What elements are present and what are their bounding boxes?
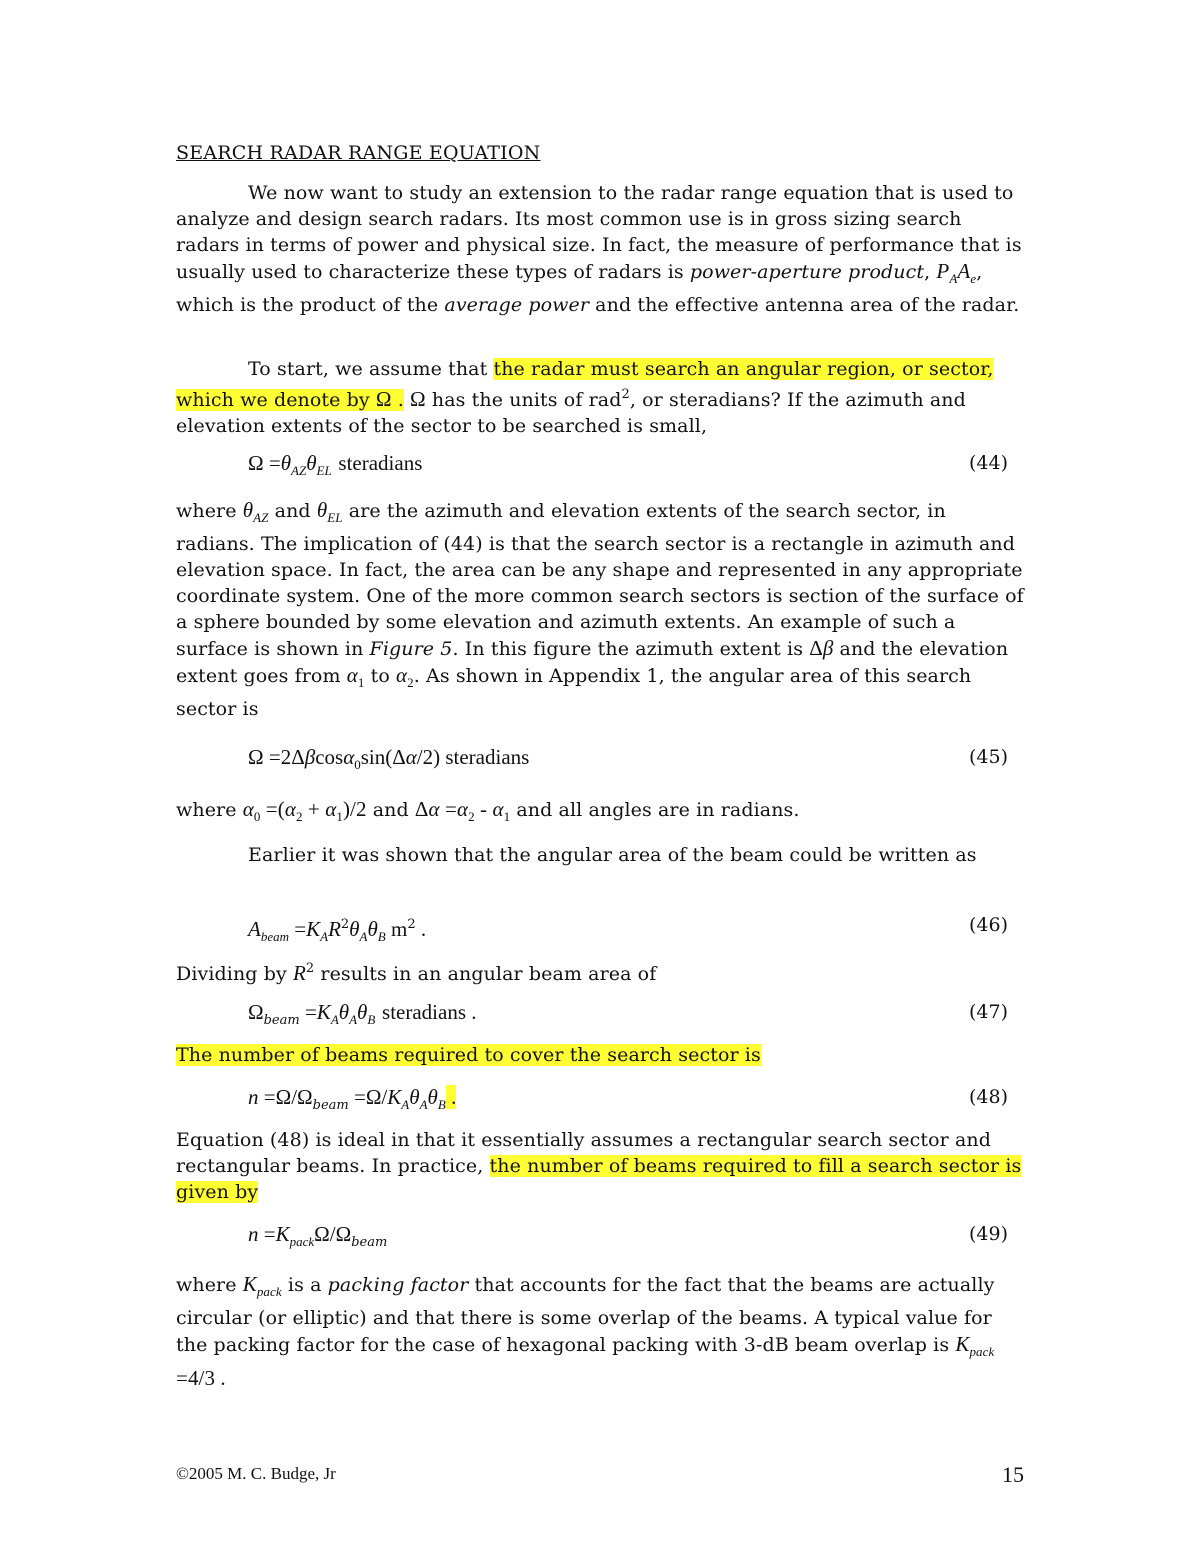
paragraph-sector: To start, we assume that the radar must search an angular region, or sector, which we denote by Ω . Ω has the units of rad$^2$, or steradians? If the azimuth and elevation extents of the sector to be searched is small, <box>176 358 994 437</box>
footer-copyright: ©2005 M. C. Budge, Jr <box>176 1464 336 1483</box>
p2-highlight: the radar must search an angular region, or sector, which we denote by Ω . <box>176 358 994 411</box>
eq47-number: (47) <box>968 1001 1008 1023</box>
paragraph-implication: where $\theta_{AZ}$ and $\theta_{EL}$ are the azimuth and elevation extents of the search sector, in radians. The implication of (44) is that the search sector is a rectangle in azimuth and elevation space. In fact, the area can be any shape and represented in any appropriate coordinate system. One of the more common search sectors is section of the surface of a sphere bounded by some elevation and azimuth extents. An example of such a surface is shown in Figure 5. In this figure the azimuth extent is Δβ and the elevation extent goes from $\alpha_1$ to $\alpha_2$. As shown in Appendix 1, the angular area of this search sector is <box>176 498 1024 720</box>
section-title: SEARCH RADAR RANGE EQUATION <box>176 142 541 164</box>
p3-text-a: are the azimuth and elevation extents of the search sector, in radians. The implication of (44) is that the search sector is a rectangle in azimuth and elevation space. In fact, the area can be any shape and represented in any appropriate coordinate system. One of the more common search sectors is section of the surface of a sphere bounded by some elevation and azimuth extents. An example of such a surface is shown in <box>176 500 1024 660</box>
p1-text-b: , which is the product of the <box>176 261 983 316</box>
paragraph-packing: where $K_{pack}$ is a packing factor that accounts for the fact that the beams are actually circular (or elliptic) and that there is some overlap of the beams. A typical value for the packing factor for the case of hexagonal packing with 3-dB beam overlap is $K_{pack} =4/3$ . <box>176 1272 995 1390</box>
eq46-number: (46) <box>968 914 1008 936</box>
p1-math-pa: $P_AA_e$ <box>936 259 977 286</box>
eq45-number: (45) <box>968 746 1008 768</box>
p2-text-a: To start, we assume that <box>248 358 494 380</box>
p1-term: power-aperture product <box>689 261 925 283</box>
paragraph-dividing: Dividing by $R^2$ results in an angular beam area of <box>176 961 657 985</box>
paragraph-intro: We now want to study an extension to the radar range equation that is used to analyze and design search radars. Its most common use is in gross sizing search radars in terms of power and physical size. In fact, the measure of performance that is usually used to characterize these types of radars is power-aperture product, $P_AA_e$, which is the product of the average power and the effective antenna area of the radar. <box>176 182 1022 316</box>
p1-avg: average power <box>444 294 590 316</box>
p2-omega: Ω <box>410 387 426 411</box>
paragraph-beam-area: Earlier it was shown that the angular area of the beam could be written as <box>248 844 977 866</box>
p1-text-c: and the effective antenna area of the radar. <box>589 294 1020 316</box>
paragraph-number-of-beams: The number of beams required to cover the search sector is <box>176 1044 761 1066</box>
eq44-number: (44) <box>968 452 1008 474</box>
p3-figure-ref: Figure 5 <box>369 638 453 660</box>
paragraph-alpha: where $\alpha_0 =(\alpha_2 + \alpha_1)/2$ and $\Delta\alpha =\alpha_2 - \alpha_1$ and all angles are in radians. <box>176 797 800 824</box>
equation-48: $n =\Omega/\Omega_{beam} =\Omega/K_A\theta_A\theta_B$ . (48) <box>248 1082 1008 1112</box>
equation-49: $n =K_{pack}\Omega/\Omega_{beam}$ (49) <box>248 1219 1008 1249</box>
eq48-number: (48) <box>968 1086 1008 1108</box>
equation-44: $\Omega =\theta_{AZ}\theta_{EL}$ steradians (44) <box>248 448 1008 478</box>
p2-text-c: , or steradians? If the azimuth and elevation extents of the sector to be searched is small, <box>176 389 966 437</box>
equation-46: $A_{beam} =K_AR^2\theta_A\theta_B$ $m^2$ . (46) <box>248 910 1008 940</box>
paragraph-practice: Equation (48) is ideal in that it essentially assumes a rectangular search sector and rectangular beams. In practice, the number of beams required to fill a search sector is given by <box>176 1129 1022 1203</box>
p2-text-b: has the units of rad <box>425 389 622 411</box>
equation-45: Ω =2Δβcosα$_0$sin(Δα/2) steradians (45) <box>248 742 1008 772</box>
eq49-number: (49) <box>968 1223 1008 1245</box>
page-number: 15 <box>1002 1462 1024 1487</box>
equation-47: $\Omega_{beam} =K_A\theta_A\theta_B$ steradians . (47) <box>248 997 1008 1027</box>
p1-text-a: We now want to study an extension to the radar range equation that is used to analyze and design search radars. Its most common use is in gross sizing search radars in terms of power and physical size. In fact, the measure of performance that is usually used to characterize these types of radars is <box>176 182 1022 283</box>
